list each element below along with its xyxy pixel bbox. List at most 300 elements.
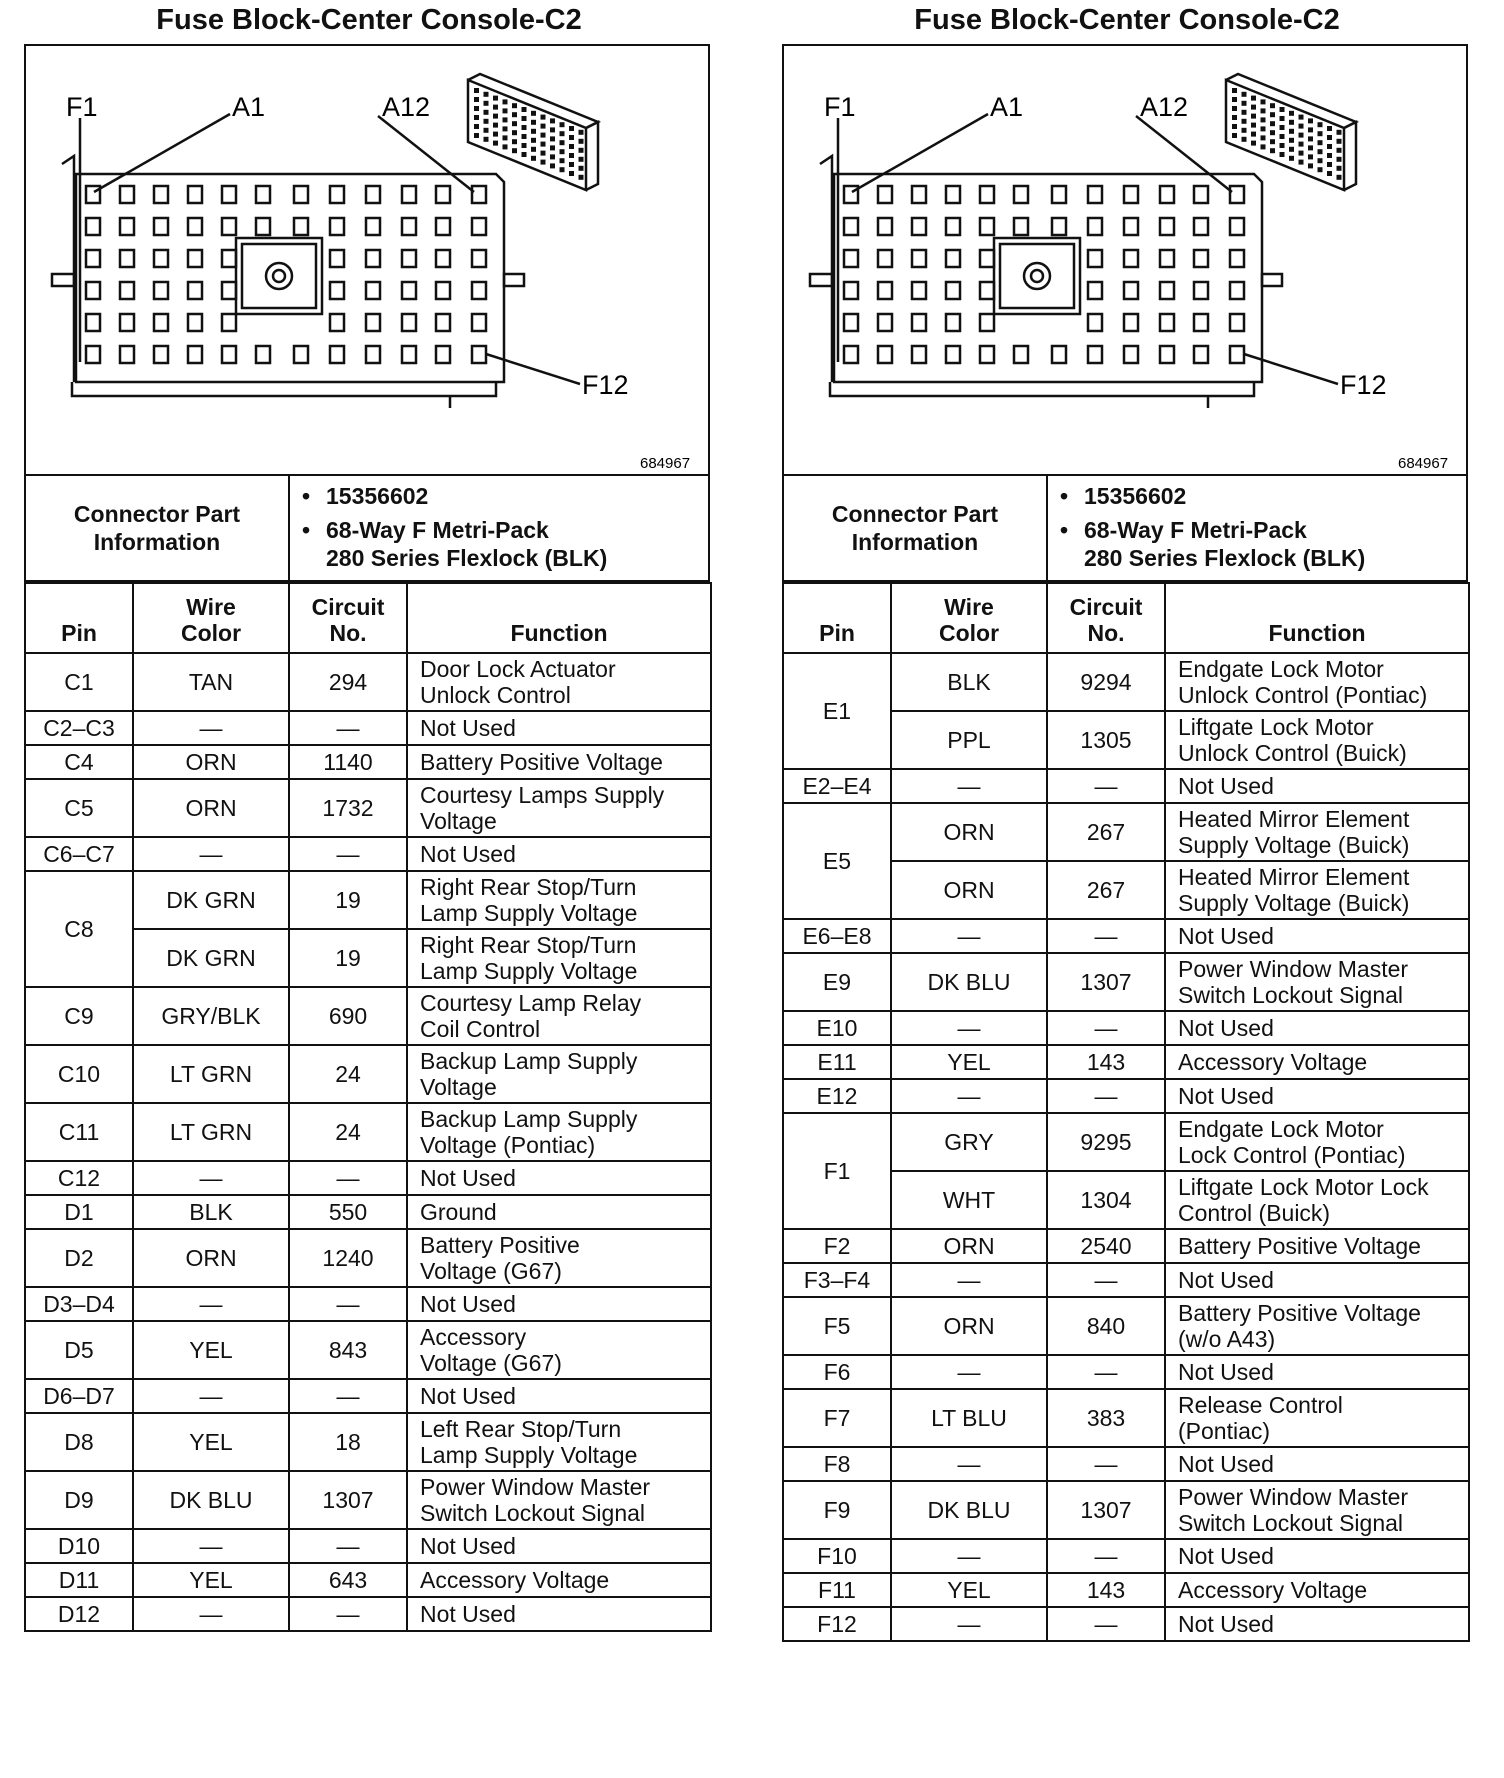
cell-circuit-no: 643 bbox=[289, 1563, 407, 1597]
figure-id: 684967 bbox=[1398, 455, 1449, 472]
terminal-cavity bbox=[1088, 314, 1102, 331]
cell-circuit-no: 1307 bbox=[1047, 953, 1165, 1011]
table-row bbox=[25, 711, 711, 745]
cell-wire-color: — bbox=[891, 1079, 1047, 1113]
part-number: 15356602 bbox=[326, 483, 429, 509]
cell-function: Liftgate Lock Motor Lock Control (Buick) bbox=[1165, 1171, 1469, 1229]
cell-pin: F2 bbox=[783, 1229, 891, 1263]
table-row bbox=[783, 1011, 1469, 1045]
callout-a1: A1 bbox=[232, 92, 266, 122]
table-row bbox=[783, 803, 1469, 861]
terminal-cavity bbox=[1124, 282, 1138, 299]
table-row bbox=[25, 1229, 711, 1287]
terminal-cavity bbox=[912, 282, 926, 299]
cell-circuit-no: 1304 bbox=[1047, 1171, 1165, 1229]
terminal-cavity bbox=[980, 186, 994, 203]
cell-pin: C5 bbox=[25, 779, 133, 837]
cell-circuit-no: — bbox=[289, 711, 407, 745]
cell-wire-color: ORN bbox=[891, 1297, 1047, 1355]
terminal-cavity bbox=[154, 250, 168, 267]
table-row bbox=[25, 871, 711, 929]
cell-wire-color: DK BLU bbox=[891, 953, 1047, 1011]
cell-wire-color: YEL bbox=[891, 1573, 1047, 1607]
table-row bbox=[25, 1529, 711, 1563]
cell-circuit-no: 143 bbox=[1047, 1573, 1165, 1607]
cell-pin: F3–F4 bbox=[783, 1263, 891, 1297]
terminal-cavity bbox=[1124, 218, 1138, 235]
terminal-cavity bbox=[366, 346, 380, 363]
terminal-cavity bbox=[844, 218, 858, 235]
table-row bbox=[783, 1045, 1469, 1079]
cell-wire-color: TAN bbox=[133, 653, 289, 711]
header-pin: Pin bbox=[783, 583, 891, 653]
cell-circuit-no: 267 bbox=[1047, 803, 1165, 861]
table-row bbox=[25, 987, 711, 1045]
cell-circuit-no: 9294 bbox=[1047, 653, 1165, 711]
header-wire-color: Wire Color bbox=[891, 583, 1047, 653]
cell-circuit-no: 1307 bbox=[1047, 1481, 1165, 1539]
terminal-cavity bbox=[878, 346, 892, 363]
cell-circuit-no: 267 bbox=[1047, 861, 1165, 919]
terminal-cavity bbox=[878, 218, 892, 235]
table-row bbox=[783, 1229, 1469, 1263]
connector-cavities bbox=[52, 74, 598, 408]
cell-pin: E5 bbox=[783, 803, 891, 919]
cell-function: Heated Mirror Element Supply Voltage (Buick) bbox=[1165, 861, 1469, 919]
center-bolt-housing bbox=[994, 238, 1080, 314]
table-row bbox=[783, 769, 1469, 803]
terminal-cavity bbox=[120, 314, 134, 331]
header-wire-color: Wire Color bbox=[133, 583, 289, 653]
terminal-cavity bbox=[256, 346, 270, 363]
terminal-cavity bbox=[878, 250, 892, 267]
cell-function: Accessory Voltage bbox=[1165, 1573, 1469, 1607]
cell-pin: C8 bbox=[25, 871, 133, 987]
terminal-cavity bbox=[366, 218, 380, 235]
cell-circuit-no: — bbox=[289, 1287, 407, 1321]
cell-circuit-no: 9295 bbox=[1047, 1113, 1165, 1171]
terminal-cavity bbox=[1160, 282, 1174, 299]
cell-wire-color: DK BLU bbox=[133, 1471, 289, 1529]
terminal-cavity bbox=[330, 314, 344, 331]
terminal-cavity bbox=[436, 250, 450, 267]
cell-function: Backup Lamp Supply Voltage (Pontiac) bbox=[407, 1103, 711, 1161]
cell-wire-color: LT GRN bbox=[133, 1103, 289, 1161]
cell-wire-color: — bbox=[891, 1447, 1047, 1481]
terminal-cavity bbox=[844, 314, 858, 331]
terminal-cavity bbox=[366, 186, 380, 203]
cell-wire-color: — bbox=[891, 1539, 1047, 1573]
terminal-cavity bbox=[366, 250, 380, 267]
connector-part-information bbox=[782, 476, 1468, 582]
table-row bbox=[25, 1161, 711, 1195]
cell-circuit-no: 1240 bbox=[289, 1229, 407, 1287]
table-row bbox=[783, 953, 1469, 1011]
cell-pin: C4 bbox=[25, 745, 133, 779]
cell-function: Ground bbox=[407, 1195, 711, 1229]
terminal-cavity bbox=[1230, 218, 1244, 235]
terminal-cavity bbox=[1160, 250, 1174, 267]
table-row bbox=[25, 1379, 711, 1413]
callout-a12: A12 bbox=[1140, 92, 1189, 122]
terminal-cavity bbox=[1014, 186, 1028, 203]
figure-id: 684967 bbox=[640, 455, 691, 472]
cell-circuit-no: — bbox=[1047, 1539, 1165, 1573]
terminal-cavity bbox=[1052, 218, 1066, 235]
cell-pin: E2–E4 bbox=[783, 769, 891, 803]
terminal-cavity bbox=[1194, 346, 1208, 363]
cell-pin: F11 bbox=[783, 1573, 891, 1607]
cell-pin: C2–C3 bbox=[25, 711, 133, 745]
table-row bbox=[25, 653, 711, 711]
terminal-cavity bbox=[1230, 282, 1244, 299]
terminal-cavity bbox=[1230, 250, 1244, 267]
terminal-cavity bbox=[222, 314, 236, 331]
terminal-cavity bbox=[1124, 314, 1138, 331]
cell-wire-color: BLK bbox=[891, 653, 1047, 711]
cell-wire-color: — bbox=[133, 1379, 289, 1413]
cell-wire-color: — bbox=[133, 711, 289, 745]
terminal-cavity bbox=[154, 218, 168, 235]
table-row bbox=[783, 1263, 1469, 1297]
terminal-cavity bbox=[222, 250, 236, 267]
terminal-cavity bbox=[980, 250, 994, 267]
terminal-cavity bbox=[1230, 186, 1244, 203]
connector-description: 68-Way F Metri-Pack 280 Series Flexlock (BLK) bbox=[1084, 517, 1366, 571]
cell-pin: D12 bbox=[25, 1597, 133, 1631]
table-row bbox=[25, 837, 711, 871]
center-bolt-icon bbox=[266, 263, 292, 289]
cell-function: Not Used bbox=[1165, 1447, 1469, 1481]
terminal-cavity bbox=[402, 250, 416, 267]
cell-wire-color: LT GRN bbox=[133, 1045, 289, 1103]
terminal-cavity bbox=[912, 250, 926, 267]
terminal-cavity bbox=[1088, 282, 1102, 299]
cell-function: Not Used bbox=[1165, 919, 1469, 953]
callout-f12: F12 bbox=[582, 370, 629, 400]
terminal-cavity bbox=[912, 218, 926, 235]
terminal-cavity bbox=[1088, 218, 1102, 235]
terminal-cavity bbox=[946, 218, 960, 235]
cell-pin: D11 bbox=[25, 1563, 133, 1597]
cell-wire-color: — bbox=[133, 1161, 289, 1195]
connector-description: 68-Way F Metri-Pack 280 Series Flexlock (BLK) bbox=[326, 517, 608, 571]
cell-function: Accessory Voltage bbox=[1165, 1045, 1469, 1079]
cell-wire-color: — bbox=[891, 1011, 1047, 1045]
cell-pin: F8 bbox=[783, 1447, 891, 1481]
cell-pin: F7 bbox=[783, 1389, 891, 1447]
terminal-cavity bbox=[1230, 314, 1244, 331]
terminal-cavity bbox=[436, 186, 450, 203]
terminal-cavity bbox=[222, 186, 236, 203]
terminal-cavity bbox=[120, 282, 134, 299]
cell-circuit-no: 1305 bbox=[1047, 711, 1165, 769]
part-info-label: Connector Part Information bbox=[831, 501, 999, 555]
left-latch bbox=[52, 274, 74, 286]
terminal-cavity bbox=[330, 218, 344, 235]
header-circuit-no: Circuit No. bbox=[1047, 583, 1165, 653]
cell-wire-color: GRY/BLK bbox=[133, 987, 289, 1045]
cell-circuit-no: 690 bbox=[289, 987, 407, 1045]
cell-circuit-no: — bbox=[289, 837, 407, 871]
cell-wire-color: LT BLU bbox=[891, 1389, 1047, 1447]
cell-circuit-no: 294 bbox=[289, 653, 407, 711]
terminal-cavity bbox=[1124, 186, 1138, 203]
terminal-cavity bbox=[86, 250, 100, 267]
connector-perspective-icon bbox=[1226, 74, 1356, 190]
terminal-cavity bbox=[1160, 346, 1174, 363]
panel-title: Fuse Block-Center Console-C2 bbox=[914, 4, 1340, 36]
cell-pin: F1 bbox=[783, 1113, 891, 1229]
cell-wire-color: ORN bbox=[891, 861, 1047, 919]
cell-pin: D5 bbox=[25, 1321, 133, 1379]
terminal-cavity bbox=[1160, 314, 1174, 331]
cell-wire-color: WHT bbox=[891, 1171, 1047, 1229]
connector-diagram bbox=[782, 44, 1468, 476]
cell-wire-color: YEL bbox=[133, 1563, 289, 1597]
header-pin: Pin bbox=[25, 583, 133, 653]
cell-function: Battery Positive Voltage (w/o A43) bbox=[1165, 1297, 1469, 1355]
terminal-cavity bbox=[294, 186, 308, 203]
terminal-cavity bbox=[980, 282, 994, 299]
terminal-cavity bbox=[878, 314, 892, 331]
terminal-cavity bbox=[844, 250, 858, 267]
cell-circuit-no: 19 bbox=[289, 871, 407, 929]
cell-wire-color: BLK bbox=[133, 1195, 289, 1229]
cell-circuit-no: — bbox=[1047, 1011, 1165, 1045]
cell-pin: F6 bbox=[783, 1355, 891, 1389]
cell-wire-color: DK GRN bbox=[133, 871, 289, 929]
cell-pin: F12 bbox=[783, 1607, 891, 1641]
terminal-cavity bbox=[472, 218, 486, 235]
terminal-cavity bbox=[980, 314, 994, 331]
cell-function: Not Used bbox=[1165, 1079, 1469, 1113]
cell-wire-color: — bbox=[891, 1607, 1047, 1641]
terminal-cavity bbox=[120, 250, 134, 267]
terminal-cavity bbox=[946, 186, 960, 203]
terminal-cavity bbox=[1194, 186, 1208, 203]
cell-pin: D6–D7 bbox=[25, 1379, 133, 1413]
terminal-cavity bbox=[436, 314, 450, 331]
terminal-cavity bbox=[256, 218, 270, 235]
cell-function: Liftgate Lock Motor Unlock Control (Buick) bbox=[1165, 711, 1469, 769]
cell-pin: D9 bbox=[25, 1471, 133, 1529]
table-row bbox=[25, 1103, 711, 1161]
terminal-cavity bbox=[222, 282, 236, 299]
terminal-cavity bbox=[120, 218, 134, 235]
table-header-row bbox=[783, 583, 1469, 653]
terminal-cavity bbox=[1124, 250, 1138, 267]
cell-circuit-no: 24 bbox=[289, 1045, 407, 1103]
cell-function: Right Rear Stop/Turn Lamp Supply Voltage bbox=[407, 871, 711, 929]
cell-pin: C11 bbox=[25, 1103, 133, 1161]
table-row bbox=[25, 1597, 711, 1631]
terminal-cavity bbox=[188, 346, 202, 363]
cell-wire-color: DK BLU bbox=[891, 1481, 1047, 1539]
cell-pin: F5 bbox=[783, 1297, 891, 1355]
terminal-cavity bbox=[912, 186, 926, 203]
cell-function: Battery Positive Voltage bbox=[1165, 1229, 1469, 1263]
terminal-cavity bbox=[1194, 314, 1208, 331]
cell-wire-color: — bbox=[891, 1263, 1047, 1297]
table-header-row bbox=[25, 583, 711, 653]
terminal-cavity bbox=[188, 186, 202, 203]
cell-function: Door Lock Actuator Unlock Control bbox=[407, 653, 711, 711]
cell-function: Accessory Voltage bbox=[407, 1563, 711, 1597]
terminal-cavity bbox=[912, 314, 926, 331]
cell-circuit-no: — bbox=[1047, 1079, 1165, 1113]
terminal-cavity bbox=[1124, 346, 1138, 363]
terminal-cavity bbox=[1194, 218, 1208, 235]
terminal-cavity bbox=[1194, 282, 1208, 299]
cell-pin: F10 bbox=[783, 1539, 891, 1573]
terminal-cavity bbox=[472, 282, 486, 299]
cell-function: Not Used bbox=[1165, 1539, 1469, 1573]
cell-circuit-no: 18 bbox=[289, 1413, 407, 1471]
terminal-cavity bbox=[844, 282, 858, 299]
connector-face-drawing bbox=[784, 46, 1466, 474]
terminal-cavity bbox=[912, 346, 926, 363]
cell-function: Not Used bbox=[407, 1161, 711, 1195]
table-row bbox=[25, 779, 711, 837]
terminal-cavity bbox=[878, 186, 892, 203]
cell-circuit-no: 24 bbox=[289, 1103, 407, 1161]
callout-a12: A12 bbox=[382, 92, 431, 122]
cell-circuit-no: 2540 bbox=[1047, 1229, 1165, 1263]
cell-function: Not Used bbox=[1165, 1607, 1469, 1641]
table-row bbox=[25, 745, 711, 779]
cell-wire-color: ORN bbox=[133, 1229, 289, 1287]
terminal-cavity bbox=[188, 282, 202, 299]
cell-function: Power Window Master Switch Lockout Signal bbox=[1165, 1481, 1469, 1539]
cell-function: Not Used bbox=[407, 1287, 711, 1321]
cell-wire-color: ORN bbox=[891, 1229, 1047, 1263]
table-row bbox=[783, 1447, 1469, 1481]
right-latch bbox=[504, 274, 524, 286]
connector-face-drawing bbox=[26, 46, 708, 474]
table-row bbox=[783, 1079, 1469, 1113]
terminal-cavity bbox=[120, 186, 134, 203]
cell-function: Right Rear Stop/Turn Lamp Supply Voltage bbox=[407, 929, 711, 987]
cell-function: Endgate Lock Motor Lock Control (Pontiac) bbox=[1165, 1113, 1469, 1171]
cell-circuit-no: — bbox=[1047, 1447, 1165, 1481]
terminal-cavity bbox=[1014, 218, 1028, 235]
terminal-cavity bbox=[878, 282, 892, 299]
terminal-cavity bbox=[330, 186, 344, 203]
cell-circuit-no: 383 bbox=[1047, 1389, 1165, 1447]
cell-wire-color: YEL bbox=[133, 1413, 289, 1471]
cell-pin: C10 bbox=[25, 1045, 133, 1103]
terminal-cavity bbox=[402, 186, 416, 203]
cell-function: Battery Positive Voltage (G67) bbox=[407, 1229, 711, 1287]
terminal-cavity bbox=[946, 346, 960, 363]
cell-pin: E12 bbox=[783, 1079, 891, 1113]
terminal-cavity bbox=[980, 346, 994, 363]
pin-table bbox=[782, 582, 1470, 1642]
terminal-cavity bbox=[222, 218, 236, 235]
terminal-cavity bbox=[86, 346, 100, 363]
table-row bbox=[25, 1413, 711, 1471]
header-function: Function bbox=[407, 583, 711, 653]
connector-cavities bbox=[810, 74, 1356, 408]
terminal-cavity bbox=[1014, 346, 1028, 363]
table-row bbox=[783, 1481, 1469, 1539]
cell-circuit-no: — bbox=[1047, 769, 1165, 803]
table-row bbox=[783, 1113, 1469, 1171]
cell-function: Power Window Master Switch Lockout Signal bbox=[1165, 953, 1469, 1011]
cell-pin: E10 bbox=[783, 1011, 891, 1045]
cell-wire-color: DK GRN bbox=[133, 929, 289, 987]
cell-function: Courtesy Lamp Relay Coil Control bbox=[407, 987, 711, 1045]
cell-function: Not Used bbox=[1165, 769, 1469, 803]
terminal-cavity bbox=[86, 314, 100, 331]
cell-pin: D1 bbox=[25, 1195, 133, 1229]
terminal-cavity bbox=[472, 314, 486, 331]
terminal-cavity bbox=[1088, 250, 1102, 267]
terminal-cavity bbox=[946, 282, 960, 299]
cell-wire-color: — bbox=[891, 1355, 1047, 1389]
table-row bbox=[783, 1297, 1469, 1355]
terminal-cavity bbox=[402, 314, 416, 331]
terminal-cavity bbox=[1052, 186, 1066, 203]
table-row bbox=[783, 1389, 1469, 1447]
cell-function: Accessory Voltage (G67) bbox=[407, 1321, 711, 1379]
callout-f1: F1 bbox=[824, 92, 856, 122]
connector-diagram bbox=[24, 44, 710, 476]
cell-wire-color: ORN bbox=[891, 803, 1047, 861]
right-latch bbox=[1262, 274, 1282, 286]
terminal-cavity bbox=[1052, 346, 1066, 363]
terminal-cavity bbox=[402, 218, 416, 235]
cell-function: Endgate Lock Motor Unlock Control (Pontiac) bbox=[1165, 653, 1469, 711]
connector-part-information bbox=[24, 476, 710, 582]
terminal-cavity bbox=[188, 250, 202, 267]
cell-wire-color: YEL bbox=[891, 1045, 1047, 1079]
cell-circuit-no: 19 bbox=[289, 929, 407, 987]
terminal-cavity bbox=[188, 218, 202, 235]
terminal-cavity bbox=[294, 218, 308, 235]
cell-circuit-no: — bbox=[1047, 1263, 1165, 1297]
cell-circuit-no: 1732 bbox=[289, 779, 407, 837]
cell-function: Not Used bbox=[1165, 1263, 1469, 1297]
terminal-cavity bbox=[330, 346, 344, 363]
cell-wire-color: — bbox=[891, 769, 1047, 803]
callout-a1: A1 bbox=[990, 92, 1024, 122]
cell-pin: E11 bbox=[783, 1045, 891, 1079]
terminal-cavity bbox=[402, 346, 416, 363]
cell-circuit-no: — bbox=[289, 1161, 407, 1195]
terminal-cavity bbox=[86, 282, 100, 299]
table-row bbox=[783, 1607, 1469, 1641]
table-row bbox=[25, 1195, 711, 1229]
terminal-cavity bbox=[86, 218, 100, 235]
cell-function: Left Rear Stop/Turn Lamp Supply Voltage bbox=[407, 1413, 711, 1471]
cell-function: Not Used bbox=[407, 1379, 711, 1413]
cell-function: Not Used bbox=[1165, 1011, 1469, 1045]
cell-circuit-no: 550 bbox=[289, 1195, 407, 1229]
cell-function: Not Used bbox=[407, 837, 711, 871]
terminal-cavity bbox=[366, 314, 380, 331]
cell-function: Not Used bbox=[407, 1597, 711, 1631]
connector-perspective-icon bbox=[468, 74, 598, 190]
cell-wire-color: — bbox=[133, 1597, 289, 1631]
cell-function: Not Used bbox=[407, 711, 711, 745]
table-row bbox=[783, 919, 1469, 953]
part-info-label: Connector Part Information bbox=[73, 501, 241, 555]
center-bolt-icon bbox=[1024, 263, 1050, 289]
terminal-cavity bbox=[330, 250, 344, 267]
terminal-cavity bbox=[472, 250, 486, 267]
